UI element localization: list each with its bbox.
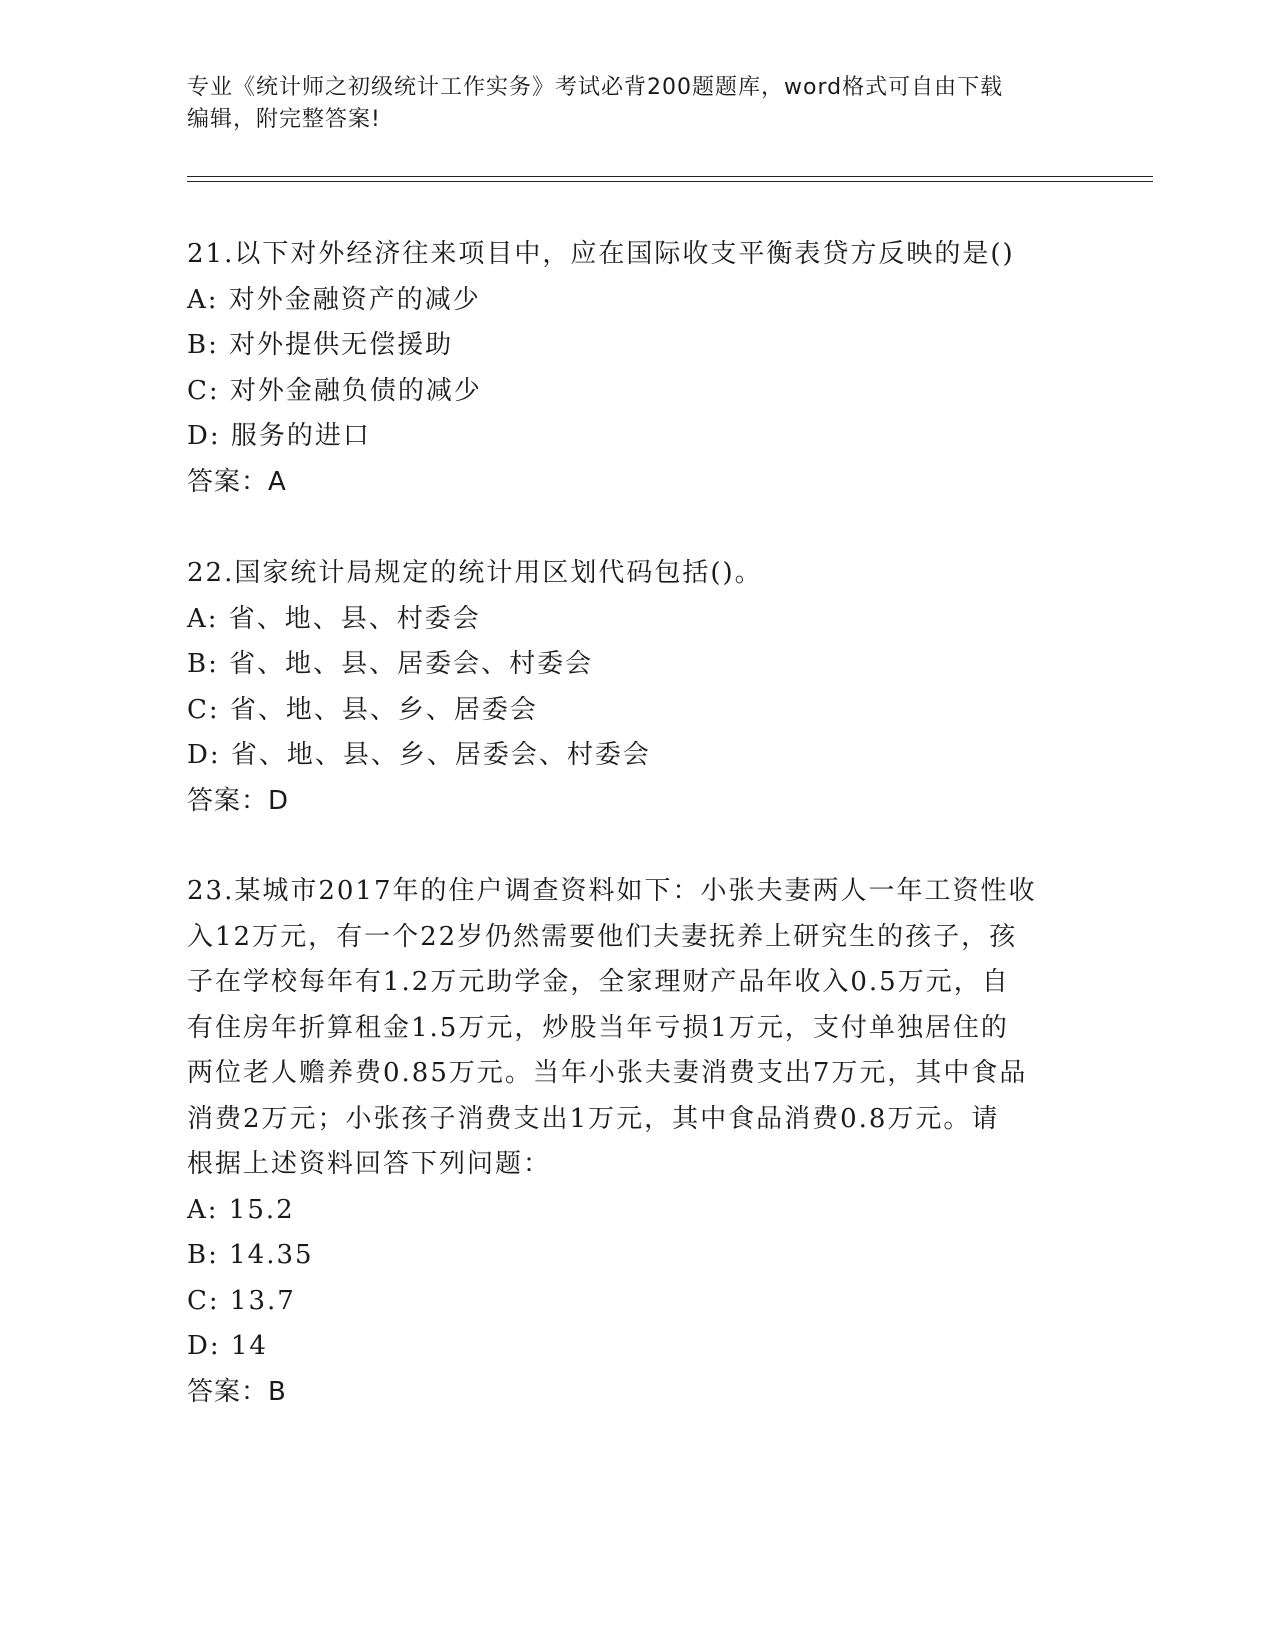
question-22 <box>187 551 1067 824</box>
answer-text: 答案：D <box>187 785 290 816</box>
option-d: D: 14 <box>187 1331 268 1361</box>
answer-text: 答案：B <box>187 1376 287 1407</box>
question-21 <box>187 232 1067 505</box>
question-stem-line: 消费2万元；小张孩子消费支出1万元，其中食品消费0.8万元。请 <box>187 1103 1000 1134</box>
option-a: A: 对外金融资产的减少 <box>187 284 481 315</box>
option-b: B: 对外提供无偿援助 <box>187 330 454 360</box>
question-stem-line: 根据上述资料回答下列问题： <box>187 1149 552 1179</box>
option-d: D: 服务的进口 <box>187 421 371 451</box>
option-b: B: 14.35 <box>187 1240 314 1270</box>
question-stem: 21.以下对外经济往来项目中，应在国际收支平衡表贷方反映的是() <box>187 239 1015 269</box>
question-23 <box>187 869 1067 1415</box>
header-divider-top <box>187 176 1153 177</box>
question-stem-line: 有住房年折算租金1.5万元，炒股当年亏损1万元，支付单独居住的 <box>187 1012 1009 1043</box>
option-c: C: 省、地、县、乡、居委会 <box>187 694 538 725</box>
header-line-1: 专业《统计师之初级统计工作实务》考试必背200题题库，word格式可自由下载 <box>187 75 1004 100</box>
option-c: C: 对外金融负债的减少 <box>187 375 482 406</box>
question-stem-line: 两位老人赡养费0.85万元。当年小张夫妻消费支出7万元，其中食品 <box>187 1058 1028 1088</box>
question-stem: 22.国家统计局规定的统计用区划代码包括()。 <box>187 558 763 588</box>
question-stem-line: 23.某城市2017年的住户调查资料如下：小张夫妻两人一年工资性收 <box>187 876 1037 906</box>
option-d: D: 省、地、县、乡、居委会、村委会 <box>187 740 651 770</box>
answer-text: 答案：A <box>187 466 287 497</box>
question-stem <box>187 869 1067 1188</box>
option-a: A: 15.2 <box>187 1194 295 1225</box>
question-stem-line: 子在学校每年有1.2万元助学金，全家理财产品年收入0.5万元，自 <box>187 967 1010 997</box>
option-a: A: 省、地、县、村委会 <box>187 603 481 634</box>
option-c: C: 13.7 <box>187 1285 296 1316</box>
document-header <box>187 72 1067 136</box>
header-line-2: 编辑，附完整答案! <box>187 107 381 132</box>
question-stem-line: 入12万元，有一个22岁仍然需要他们夫妻抚养上研究生的孩子，孩 <box>187 921 1018 952</box>
header-divider-bottom <box>187 181 1153 182</box>
option-b: B: 省、地、县、居委会、村委会 <box>187 649 594 679</box>
